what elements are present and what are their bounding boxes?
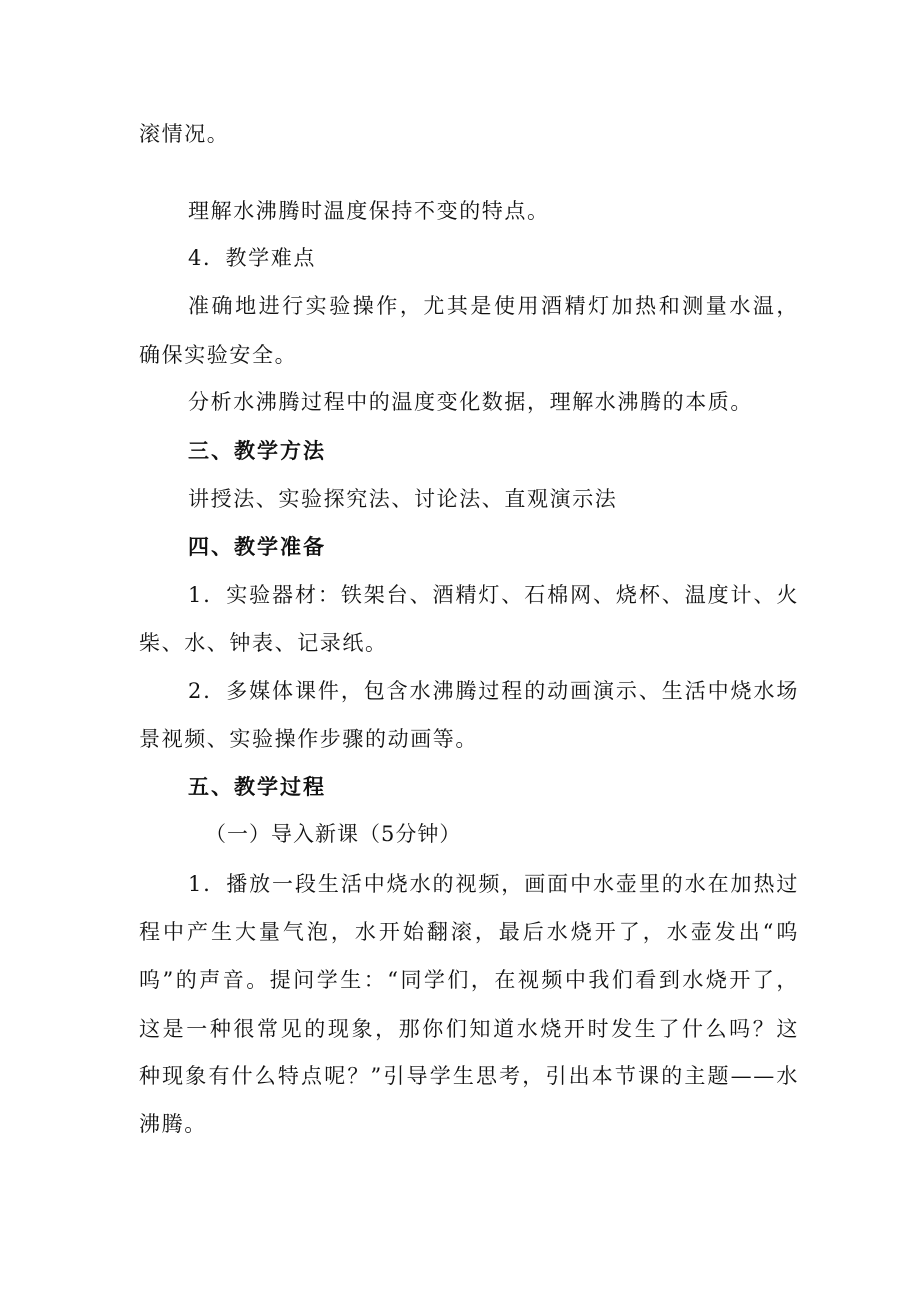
intro-paragraph-line-3: 呜”的声音。提问学生：“同学们，在视频中我们看到水烧开了， xyxy=(139,968,799,992)
teaching-focus-item: 理解水沸腾时温度保持不变的特点。 xyxy=(188,199,550,223)
intro-paragraph-line-6: 沸腾。 xyxy=(139,1112,207,1136)
intro-paragraph-line-4: 这是一种很常见的现象，那你们知道水烧开时发生了什么吗？这 xyxy=(139,1017,799,1041)
intro-paragraph-line-5: 种现象有什么特点呢？”引导学生思考，引出本节课的主题——水 xyxy=(139,1064,799,1088)
preparation-item-2-cont: 景视频、实验操作步骤的动画等。 xyxy=(139,727,478,751)
difficulty-item-2: 分析水沸腾过程中的温度变化数据，理解水沸腾的本质。 xyxy=(188,390,753,414)
heading-teaching-preparation: 四、教学准备 xyxy=(188,534,326,559)
preparation-item-2: 2．多媒体课件，包含水沸腾过程的动画演示、生活中烧水场 xyxy=(188,679,799,703)
intro-paragraph-line-2: 程中产生大量气泡，水开始翻滚，最后水烧开了，水壶发出“呜 xyxy=(139,920,799,944)
difficulty-item-1: 准确地进行实验操作，尤其是使用酒精灯加热和测量水温， xyxy=(188,294,799,318)
preparation-item-1: 1．实验器材：铁架台、酒精灯、石棉网、烧杯、温度计、火 xyxy=(188,583,799,607)
heading-teaching-process: 五、教学过程 xyxy=(188,774,326,799)
section-heading-difficulty: 4．教学难点 xyxy=(188,246,316,270)
subheading-introduction: （一）导入新课（5分钟） xyxy=(205,822,462,846)
heading-teaching-methods: 三、教学方法 xyxy=(188,438,326,463)
preparation-item-1-cont: 柴、水、钟表、记录纸。 xyxy=(139,631,388,655)
intro-paragraph-line-1: 1．播放一段生活中烧水的视频，画面中水壶里的水在加热过 xyxy=(188,872,799,896)
difficulty-item-1-cont: 确保实验安全。 xyxy=(139,343,298,367)
teaching-methods-text: 讲授法、实验探究法、讨论法、直观演示法 xyxy=(188,487,618,511)
text-line-continuation: 滚情况。 xyxy=(139,122,230,146)
